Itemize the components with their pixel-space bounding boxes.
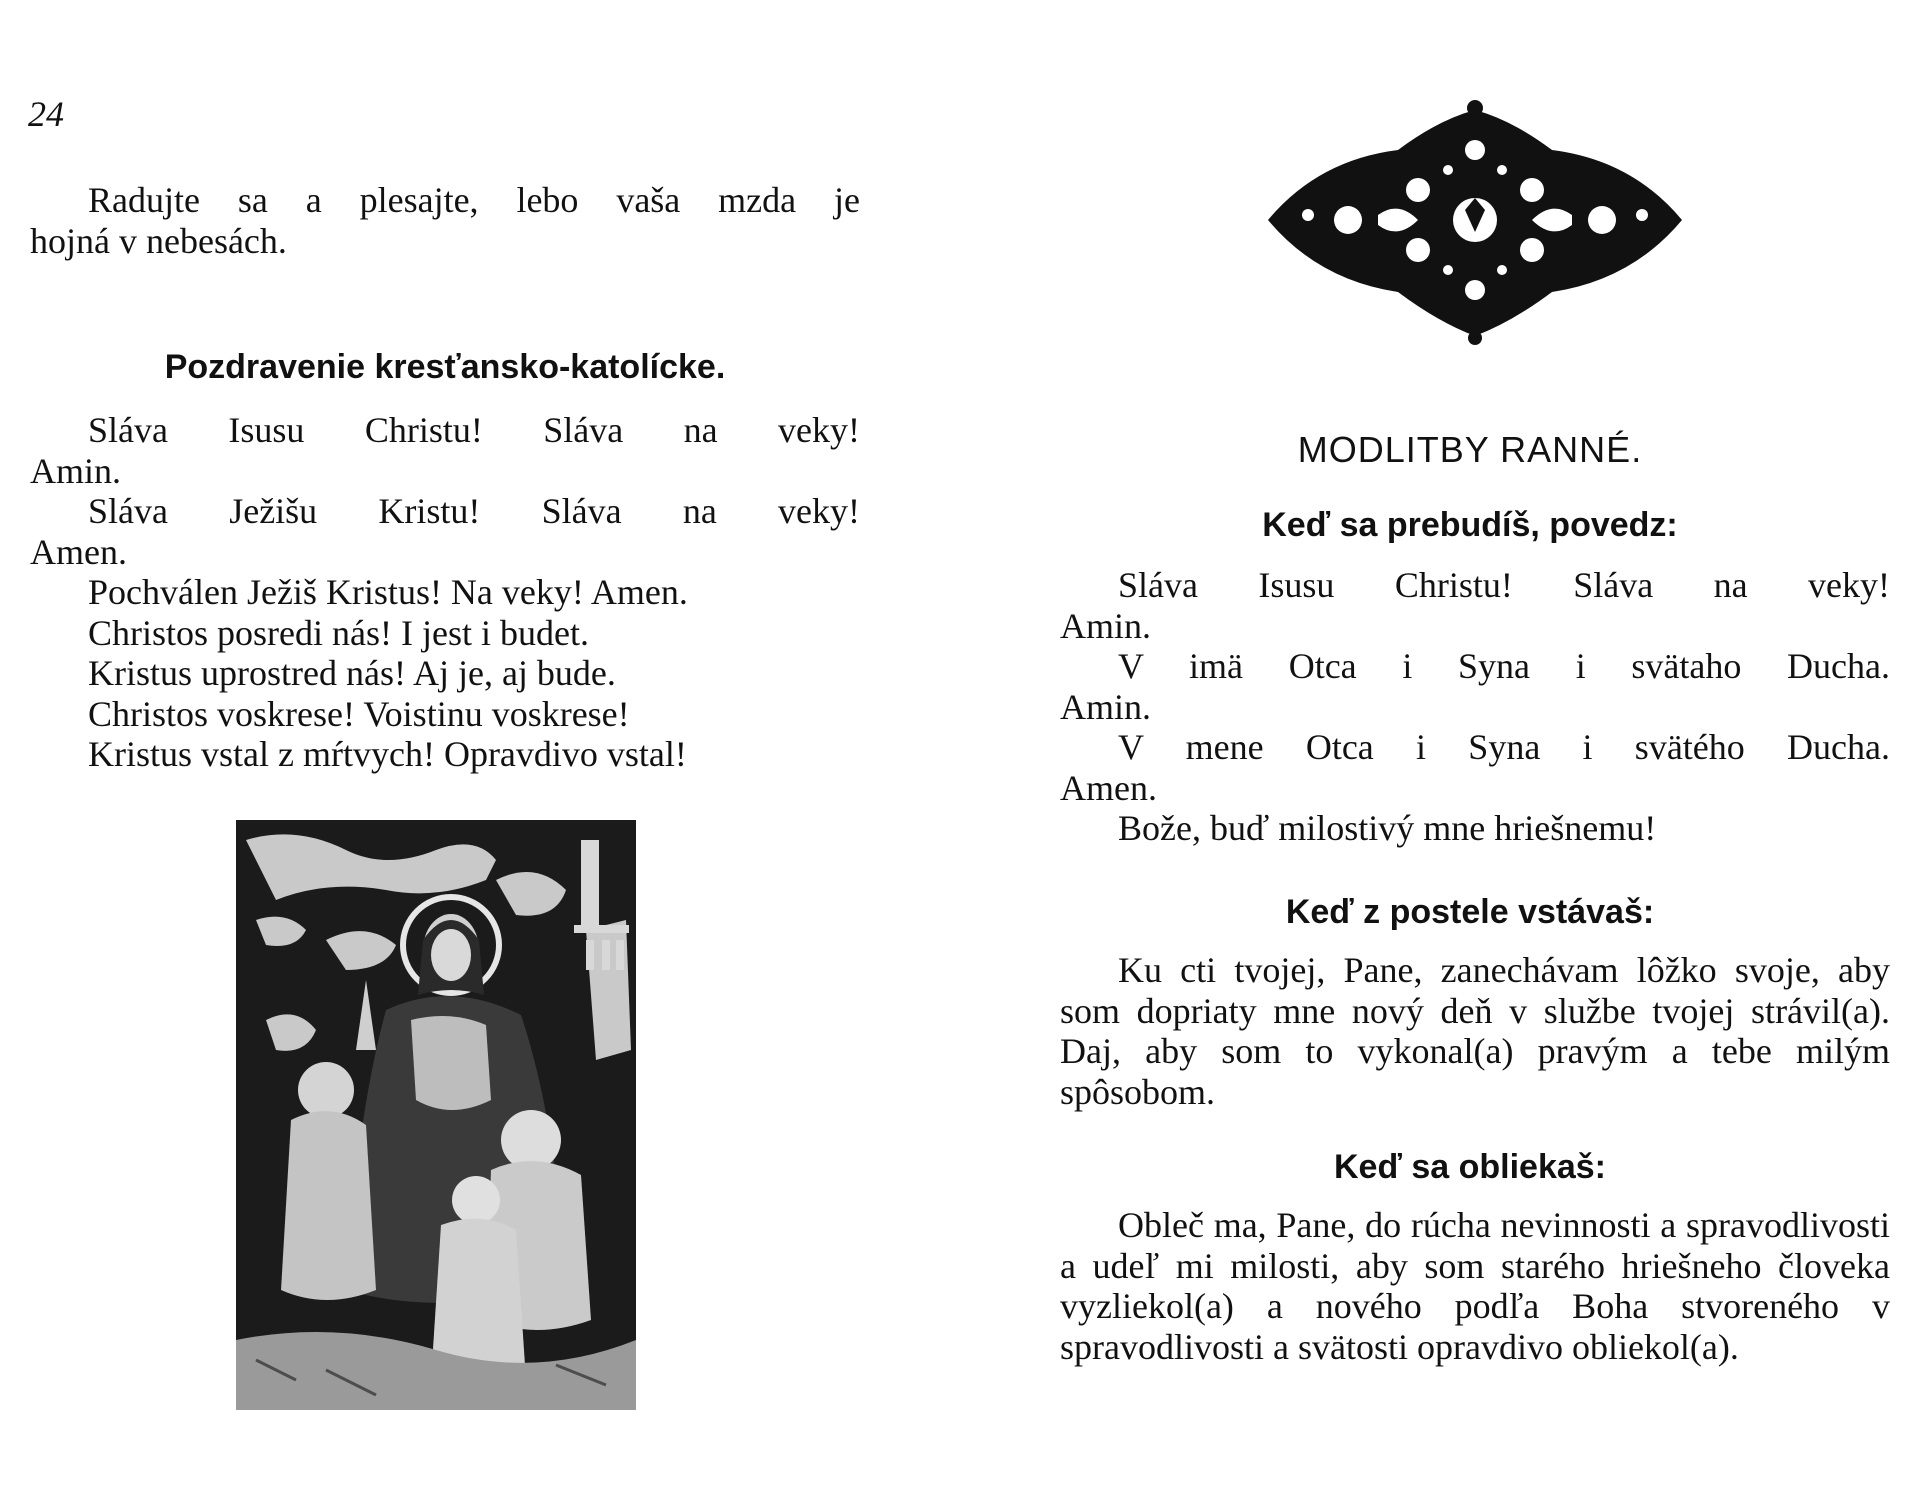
greeting-heading: Pozdravenie kresťansko-katolícke. (164, 348, 726, 386)
section3-heading: Keď sa obliekaš: (1334, 1148, 1606, 1186)
section3-paragraph: Obleč ma, Pane, do rúcha nevinnosti a spravodlivosti a udeľ mi milosti, aby som starého hriešneho človeka vyzliekol(a) a nového podľa Boha stvoreného v spravodlivosti a svätosti opravdivo obliekol(a). (1060, 1205, 1890, 1367)
section1-line: Bože, buď milostivý mne hriešnemu! (1118, 808, 1657, 848)
jesus-with-children-illustration (236, 820, 636, 1410)
ornament-art (1258, 100, 1692, 346)
page-number: 24 (28, 94, 64, 134)
greeting-line: Amin. (30, 450, 122, 491)
floral-ornament (1258, 100, 1692, 346)
section1-line: Sláva Isusu Christu! Sláva na veky! (1118, 565, 1890, 605)
greeting-line: Sláva Isusu Christu! Sláva na veky! (88, 410, 860, 450)
section-title: MODLITBY RANNÉ. (1297, 429, 1643, 470)
intro-line: Radujte sa a plesajte, lebo vaša mzda je (88, 180, 860, 220)
section2-paragraph: Ku cti tvojej, Pane, zanechávam lôžko svoje, aby som dopriaty mne nový deň v službe tvojej strávil(a). Daj, aby som to vykonal(a) pravým a tebe milým spôsobom. (1060, 950, 1890, 1112)
greeting-list (30, 410, 860, 775)
greeting-line: Kristus uprostred nás! Aj je, aj bude. (88, 653, 616, 693)
section1-line: Amen. (1060, 767, 1157, 808)
section3-text-block (1060, 1205, 1890, 1367)
intro-line: hojná v nebesách. (30, 220, 287, 261)
greeting-line: Christos voskrese! Voistinu voskrese! (88, 693, 630, 734)
greeting-line: Kristus vstal z mŕtvych! Opravdivo vstal! (88, 734, 687, 774)
intro-text (30, 180, 860, 261)
section1-heading: Keď sa prebudíš, povedz: (1262, 506, 1678, 544)
greeting-line: Christos posredi nás! I jest i budet. (88, 612, 589, 653)
illustration-art (236, 820, 636, 1410)
greeting-line: Sláva Ježišu Kristu! Sláva na veky! (88, 491, 860, 531)
greeting-line: Amen. (30, 531, 127, 572)
section2-heading: Keď z postele vstávaš: (1285, 893, 1655, 931)
section1-line: Amin. (1060, 605, 1152, 646)
section2-text-block (1060, 950, 1890, 1112)
greeting-line: Pochválen Ježiš Kristus! Na veky! Amen. (88, 572, 688, 612)
section1-line: Amin. (1060, 686, 1152, 727)
left-page (0, 0, 880, 1500)
section1-line: V mene Otca i Syna i svätého Ducha. (1118, 727, 1890, 767)
section1-lines (1060, 565, 1890, 849)
section1-line: V imä Otca i Syna i svätaho Ducha. (1118, 646, 1890, 686)
